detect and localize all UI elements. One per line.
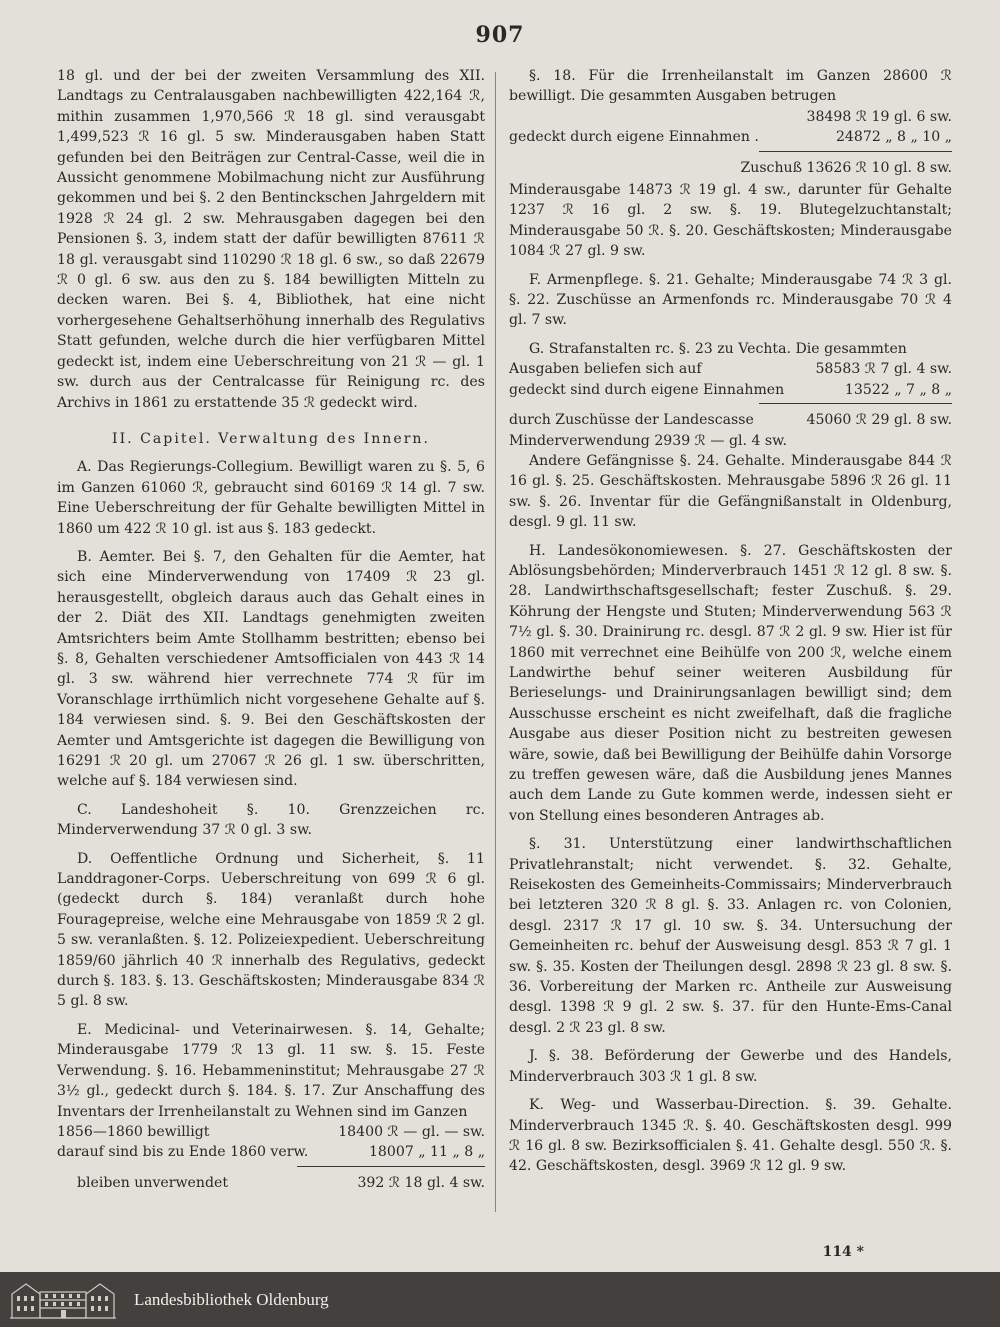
amount-value: 13522 „ 7 „ 8 „ [844, 381, 952, 398]
library-name: Landesbibliothek Oldenburg [134, 1290, 329, 1309]
amount-value: 392 ℛ 18 gl. 4 sw. [357, 1174, 485, 1191]
amount-value: 18400 ℛ — gl. — sw. [338, 1123, 485, 1140]
amount-value: 38498 ℛ 19 gl. 6 sw. [806, 108, 952, 125]
amount-row [57, 1122, 485, 1142]
paragraph: Minderverwendung 2939 ℛ — gl. 4 sw. [509, 432, 787, 449]
paragraph: D. Oeffentliche Ordnung und Sicherheit, §. 11 Landdragoner-Corps. Ueberschreitung von 699 ℛ 6 gl. (gedeckt durch §. 184) veranlaßt durch hohe Fouragepreise, welche eine Mehrausgabe von 1859 ℛ 2 gl. 5 sw. veranlaßten. §. 12. Polizeiexpedient. Ueberschreitung 1859/60 jährlich 40 ℛ innerhalb des Regulativs, gedeckt durch §. 183. §. 13. Geschäftskosten; Minderausgabe 834 ℛ 5 gl. 8 sw. [57, 850, 485, 1010]
amount-row [509, 127, 952, 147]
amount-label: Ausgaben beliefen sich auf [509, 361, 702, 378]
amount-row [509, 380, 952, 400]
paragraph: E. Medicinal- und Veterinairwesen. §. 14, Gehalte; Minderausgabe 1779 ℛ 13 gl. 11 sw. §. 15. Feste Verwendung. §. 16. Hebammeninstitut; Mehrausgabe 27 ℛ 3½ gl., gedeckt durch §. 184. §. 17. Zur Anschaffung des Inventars der Irrenheilanstalt zu Wehnen sind im Ganzen [57, 1021, 485, 1120]
paragraph: A. Das Regierungs-Collegium. Bewilligt waren zu §. 5, 6 im Ganzen 61060 ℛ, gebraucht sind 60169 ℛ 14 gl. 7 sw. Eine Ueberschreitung der für Gehalte bewilligten Mittel in 1860 um 422 ℛ 10 gl. ist aus §. 183 gedeckt. [57, 459, 485, 537]
page-number: 907 [475, 22, 525, 48]
amount-value: 58583 ℛ 7 gl. 4 sw. [815, 361, 952, 378]
sum-rule [759, 403, 952, 404]
amount-label: gedeckt sind durch eigene Einnahmen [509, 381, 785, 398]
amount-value: Zuschuß 13626 ℛ 10 gl. 8 sw. [740, 159, 952, 176]
right-column [509, 66, 952, 1185]
column-divider [495, 72, 496, 1212]
amount-label: darauf sind bis zu Ende 1860 verw. [57, 1144, 309, 1161]
paragraph: G. Strafanstalten rc. §. 23 zu Vechta. Die gesammten [529, 340, 907, 357]
left-column [57, 66, 485, 1193]
sum-rule [759, 151, 952, 152]
amount-row [57, 1142, 485, 1162]
paragraph: B. Aemter. Bei §. 7, den Gehalten für die Aemter, hat sich eine Minderverwendung von 17409 ℛ 23 gl. herausgestellt, obgleich daraus auch das Gehalt eines in der 2. Diät des XII. Landtags genehmigten zweiten Amtsrichters beim Amte Stollhamm bestritten; ebenso bei §. 8, Gehalten verschiedener Amtsofficialen von 443 ℛ 14 gl. 3 sw. während hier verrechnete 774 ℛ für im Voranschlage irrthümlich nicht vorgesehene Gehalte auf §. 184 verwiesen sind. §. 9. Bei den Geschäftskosten der Aemter und Amtsgerichte ist dagegen die Bewilligung von 16291 ℛ 20 gl. um 27067 ℛ 26 gl. 1 sw. überschritten, welche auf §. 184 verwiesen sind. [57, 548, 485, 790]
paragraph: 18 gl. und der bei der zweiten Versammlung des XII. Landtags zu Centralausgaben nachbewilligten 422,164 ℛ, mithin zusammen 1,970,566 ℛ 18 gl. sind verausgabt 1,499,523 ℛ 16 gl. 5 sw. Minderausgaben haben Statt gefunden bei den Beiträgen zur Central-Casse, weil die in Aussicht genommene Mobilmachung nicht zur Ausführung gekommen und bei §. 2 den Bentinckschen Jahrgeldern mit 1928 ℛ 24 gl. 2 sw. Mehrausgaben dagegen bei den Pensionen §. 3, indem statt der dafür bewilligten 87611 ℛ 18 gl. verausgabt sind 110290 ℛ 18 gl. 6 sw., so daß 22679 ℛ 0 gl. 6 sw. aus den zu §. 184 bewilligten Mitteln zu decken waren. Bei §. 4, Bibliothek, hat eine nicht vorhergesehene Gehaltserhöhung innerhalb des Regulativs Statt gefunden, welche durch die hier verfügbaren Mittel gedeckt ist, indem eine Ueberschreitung von 21 ℛ — gl. 1 sw. durch aus der Centralcasse für Reinigung rc. des Archivs in 1861 zu erstattende 35 ℛ gedeckt wird. [57, 68, 485, 411]
paragraph: §. 31. Unterstützung einer landwirthschaftlichen Privatlehranstalt; nicht verwendet. §. 32. Gehalte, Reisekosten des Gemeinheits-Commissairs; Minderverbrauch bei letzteren 320 ℛ 8 gl. §. 33. Anlagen rc. von Colonien, desgl. 2317 ℛ 17 gl. 10 sw. §. 34. Untersuchung der Gemeinheiten rc. behuf der Ausweisung desgl. 853 ℛ 7 gl. 1 sw. §. 35. Kosten der Theilungen desgl. 2898 ℛ 23 gl. 8 sw. §. 36. Vorbereitung der Marken rc. Antheile zur Ausweisung desgl. 1398 ℛ 9 gl. 2 sw. §. 37. für den Hunte-Ems-Canal desgl. 2 ℛ 23 gl. 8 sw. [509, 836, 952, 1036]
amount-row [509, 107, 952, 127]
signature-mark: 114 * [822, 1244, 864, 1260]
amount-value: 45060 ℛ 29 gl. 8 sw. [806, 412, 952, 429]
paragraph: Minderausgabe 14873 ℛ 19 gl. 4 sw., darunter für Gehalte 1237 ℛ 16 gl. 2 sw. §. 19. Blutegelzuchtanstalt; Minderausgabe 50 ℛ. §. 20. Geschäftskosten; Minderausgabe 1084 ℛ 27 gl. 9 sw. [509, 182, 952, 260]
amount-row [509, 158, 952, 178]
paragraph: J. §. 38. Beförderung der Gewerbe und des Handels, Minderverbrauch 303 ℛ 1 gl. 8 sw. [509, 1048, 952, 1085]
paragraph: K. Weg- und Wasserbau-Direction. §. 39. Gehalte. Minderverbrauch 1345 ℛ. §. 40. Geschäftskosten desgl. 999 ℛ 16 gl. 8 sw. Bezirksofficialen §. 41. Gehalte desgl. 550 ℛ. §. 42. Geschäftskosten, desgl. 3969 ℛ 12 gl. 9 sw. [509, 1097, 952, 1175]
amount-value: 24872 „ 8 „ 10 „ [835, 129, 952, 146]
amount-label: gedeckt durch eigene Einnahmen . [509, 129, 759, 146]
amount-row [57, 1173, 485, 1193]
sum-rule [297, 1166, 485, 1167]
amount-label: bleiben unverwendet [77, 1174, 228, 1191]
library-building-icon [8, 1280, 118, 1320]
amount-value: 18007 „ 11 „ 8 „ [368, 1144, 485, 1161]
amount-row [509, 359, 952, 379]
amount-row [509, 410, 952, 430]
paragraph: C. Landeshoheit §. 10. Grenzzeichen rc. Minderverwendung 37 ℛ 0 gl. 3 sw. [57, 801, 485, 839]
amount-label: 1856—1860 bewilligt [57, 1123, 210, 1140]
paragraph: Andere Gefängnisse §. 24. Gehalte. Minderausgabe 844 ℛ 16 gl. §. 25. Geschäftskosten. Mehrausgabe 5896 ℛ 26 gl. 11 sw. §. 26. Inventar für die Gefängnißanstalt in Oldenburg, desgl. 9 gl. 11 sw. [509, 452, 952, 531]
paragraph: §. 18. Für die Irrenheilanstalt im Ganzen 28600 ℛ bewilligt. Die gesammten Ausgaben betrugen [509, 68, 952, 105]
paragraph: F. Armenpflege. §. 21. Gehalte; Minderausgabe 74 ℛ 3 gl. §. 22. Zuschüsse an Armenfonds rc. Minderausgabe 70 ℛ 4 gl. 7 sw. [509, 271, 952, 329]
amount-label: durch Zuschüsse der Landescasse [509, 412, 754, 429]
library-footer [0, 1272, 1000, 1327]
paragraph: H. Landesökonomiewesen. §. 27. Geschäftskosten der Ablösungsbehörden; Minderverbrauch 1451 ℛ 12 gl. 8 sw. §. 28. Landwirthschaftsgesellschaft; fester Zuschuß. §. 29. Köhrung der Hengste und Stuten; Minderverwendung 563 ℛ 7½ gl. §. 30. Drainirung rc. desgl. 87 ℛ 2 gl. 9 sw. Hier ist für 1860 mit verrechnet eine Beihülfe von 200 ℛ, welche einem Landwirthe behuf seiner weiteren Ausbildung für Berieselungs- und Drainirungsanlagen bewilligt sind; dem Ausschusse erscheint es nicht zweifelhaft, daß die fragliche Ausgabe aus dieser Position nicht zu bestreiten gewesen wäre, sowie, daß bei Bewilligung der Beihülfe dahin Vorsorge zu treffen gewesen wäre, daß die Ausbildung jenes Mannes auch dem Lande zu Gute kommen werde, indessen sieht er von Stellung eines besonderen Antrages ab. [509, 542, 952, 824]
chapter-heading: II. Capitel. Verwaltung des Innern. [112, 430, 430, 447]
